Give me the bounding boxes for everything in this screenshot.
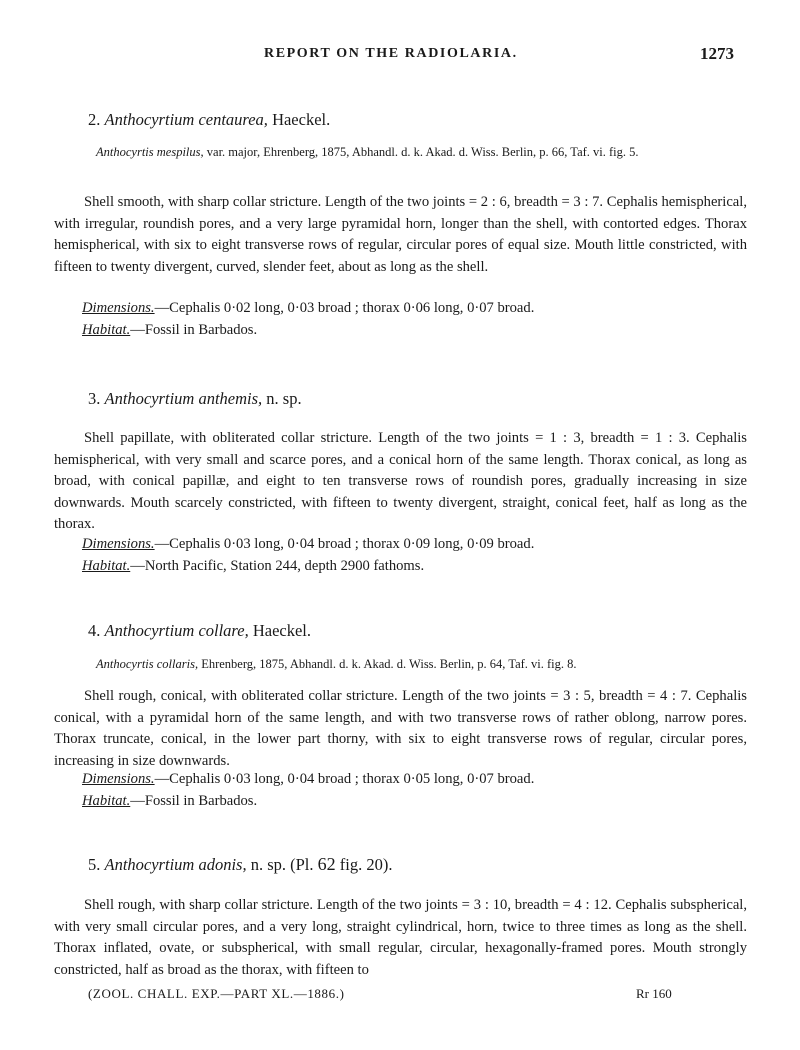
species-number: 5. (88, 855, 101, 874)
dimensions-line (82, 536, 534, 553)
species-description: Shell papillate, with obliterated collar stricture. Length of the two joints = 1 : 3, breadth = 1 : 3. Cephalis hemispherical, with very small and scarce pores, and a conical horn of the same length. Thorax conical, as long as broad, with conical papillæ, and eight to ten transverse rows of roundish pores, gradually increasing in size downwards. Mouth scarcely constricted, with fifteen to twenty divergent, straight, conical feet, half as long as the thorax. (54, 430, 747, 532)
synonym-name: Anthocyrtis collaris, (96, 657, 199, 671)
species-name: Anthocyrtium centaurea, (104, 110, 268, 129)
footer-sheet-mark: Rr 160 (636, 986, 672, 1001)
running-title: REPORT ON THE RADIOLARIA. (264, 46, 518, 61)
species-number: 2. (88, 110, 101, 129)
habitat-label: Habitat. (82, 793, 131, 809)
species-number: 3. (88, 389, 101, 408)
footer-signature: (ZOOL. CHALL. EXP.—PART XL.—1886.) (88, 986, 345, 1001)
dimensions-text: —Cephalis 0·02 long, 0·03 broad ; thorax 0·06 long, 0·07 broad. (154, 300, 535, 316)
dimensions-label: Dimensions. (82, 771, 155, 787)
species-author: n. sp. (266, 389, 302, 408)
habitat-line (82, 558, 424, 575)
species-name: Anthocyrtium adonis, (104, 855, 247, 874)
plate-number: 62 (317, 854, 336, 874)
species-author: Haeckel. (272, 110, 331, 129)
habitat-text: —Fossil in Barbados. (130, 793, 258, 809)
dimensions-label: Dimensions. (82, 300, 155, 316)
habitat-text: —North Pacific, Station 244, depth 2900 fathoms. (130, 558, 425, 574)
habitat-line (82, 793, 257, 810)
dimensions-text: —Cephalis 0·03 long, 0·04 broad ; thorax 0·05 long, 0·07 broad. (154, 771, 535, 787)
synonymy (96, 142, 751, 163)
species-name: Anthocyrtium anthemis, (104, 389, 263, 408)
species-description: Shell rough, with sharp collar stricture. Length of the two joints = 3 : 10, breadth = 4 : 12. Cephalis subspherical, with very small circular pores, and a very long, straight cylindrical, horn, twice to three times as long as the shell. Thorax inflated, ovate, or subspherical, with small regular, circular, hexagonally-framed pores. Mouth strongly constricted, half as broad as the thorax, with fifteen to (54, 897, 747, 978)
species-heading (88, 110, 330, 130)
species-description: Shell smooth, with sharp collar stricture. Length of the two joints = 2 : 6, breadth = 3 : 7. Cephalis hemispherical, with irregular, roundish pores, and a very large pyramidal horn, longer than the shell, with contorted edges. Thorax hemispherical, with six to eight transverse rows of regular, circular pores of equal size. Mouth little constricted, with fifteen to twenty divergent, curved, slender feet, about as long as the shell. (54, 194, 747, 275)
running-head (0, 44, 800, 68)
species-heading (88, 621, 311, 641)
dimensions-line (82, 771, 534, 788)
dimensions-line (82, 300, 534, 317)
dimensions-text: —Cephalis 0·03 long, 0·04 broad ; thorax 0·09 long, 0·09 broad. (154, 536, 535, 552)
species-number: 4. (88, 621, 101, 640)
habitat-text: —Fossil in Barbados. (130, 322, 258, 338)
species-heading (88, 854, 392, 875)
species-name: Anthocyrtium collare, (104, 621, 249, 640)
synonym-name: Anthocyrtis mespilus, (96, 145, 204, 159)
figure-reference: fig. 20). (339, 855, 393, 874)
habitat-line (82, 322, 257, 339)
synonym-reference: Ehrenberg, 1875, Abhandl. d. k. Akad. d. Wiss. Berlin, p. 64, Taf. vi. fig. 8. (198, 657, 577, 671)
species-author: Haeckel. (252, 621, 311, 640)
dimensions-label: Dimensions. (82, 536, 155, 552)
habitat-label: Habitat. (82, 322, 131, 338)
synonymy (96, 654, 751, 675)
species-author: n. sp. (Pl. (250, 855, 314, 874)
page-number: 1273 (700, 44, 734, 63)
species-description: Shell rough, conical, with obliterated collar stricture. Length of the two joints = 3 : 5, breadth = 4 : 7. Cephalis conical, with a pyramidal horn of the same length, and with two transverse rows of rather oblong, narrow pores. Thorax truncate, conical, in the lower part thorny, with six to eight transverse rows of regular, circular pores, increasing in size downwards. (54, 688, 747, 769)
synonym-reference: var. major, Ehrenberg, 1875, Abhandl. d. k. Akad. d. Wiss. Berlin, p. 66, Taf. vi. fig. 5. (203, 145, 639, 159)
species-heading (88, 389, 302, 409)
habitat-label: Habitat. (82, 558, 131, 574)
